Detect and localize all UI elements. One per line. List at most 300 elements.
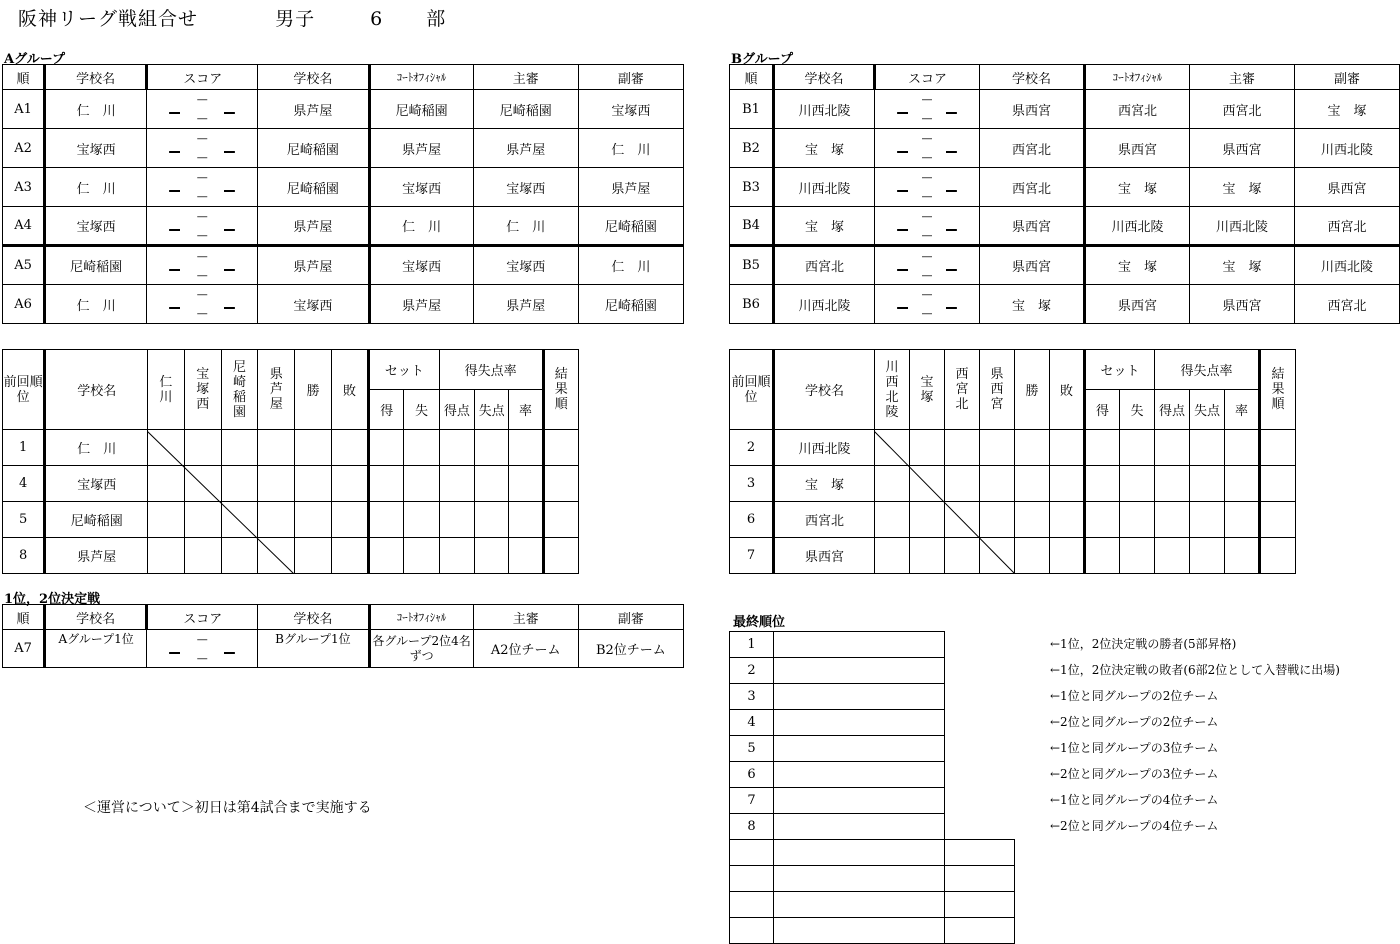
standings-cell bbox=[295, 502, 331, 538]
match-sub: 仁 川 bbox=[578, 246, 683, 285]
header-cell: ｺｰﾄｵﾌｨｼｬﾙ bbox=[1085, 65, 1190, 90]
standings-cell bbox=[1050, 466, 1085, 502]
final-match-table bbox=[2, 604, 684, 668]
rank-school bbox=[774, 814, 945, 840]
match-away: 県西宮 bbox=[980, 207, 1085, 246]
score-dash: — bbox=[196, 651, 208, 665]
standings-cell bbox=[475, 502, 509, 538]
points-for-header: 得点 bbox=[1155, 390, 1190, 430]
standings-cell bbox=[1155, 538, 1190, 574]
header-cell: 副審 bbox=[578, 65, 683, 90]
match-referee: 仁 川 bbox=[473, 207, 578, 246]
match-home: 宝 塚 bbox=[774, 129, 875, 168]
score-dash: — bbox=[921, 268, 933, 282]
standings-cell bbox=[184, 502, 221, 538]
rank-blank bbox=[945, 710, 1015, 736]
ranking-note: ←2位と同グループの3位チーム bbox=[1050, 767, 1219, 781]
standings-cell bbox=[331, 502, 368, 538]
set-loss-header: 失 bbox=[1120, 390, 1155, 430]
standings-cell bbox=[1260, 430, 1296, 466]
rank-school bbox=[774, 658, 945, 684]
points-against-header: 失点 bbox=[1190, 390, 1225, 430]
standings-cell bbox=[369, 538, 404, 574]
match-no: B2 bbox=[730, 129, 774, 168]
gender-text: 男子 bbox=[275, 8, 316, 30]
match-no: A2 bbox=[3, 129, 45, 168]
standings-cell bbox=[295, 466, 331, 502]
standings-cell bbox=[404, 430, 439, 466]
standings-cell bbox=[439, 502, 474, 538]
standings-cell bbox=[980, 538, 1015, 574]
match-home: 仁 川 bbox=[45, 90, 147, 129]
score-dash: — bbox=[196, 268, 208, 282]
final-label: 1位，2位決定戦 bbox=[4, 592, 101, 607]
match-no: B6 bbox=[730, 285, 774, 324]
match-referee: 宝 塚 bbox=[1190, 168, 1295, 207]
rank-school bbox=[774, 710, 945, 736]
standings-cell bbox=[1050, 430, 1085, 466]
standings-cell bbox=[1085, 466, 1120, 502]
match-no: A1 bbox=[3, 90, 45, 129]
standings-cell bbox=[404, 538, 439, 574]
standings-cell bbox=[221, 502, 257, 538]
standings-cell bbox=[1015, 502, 1050, 538]
group-a-match-table bbox=[2, 64, 684, 324]
score-cell bbox=[875, 207, 980, 246]
standings-cell bbox=[475, 430, 509, 466]
rank-number: 2 bbox=[730, 658, 774, 684]
standings-cell bbox=[258, 502, 295, 538]
match-court: 川西北陵 bbox=[1085, 207, 1190, 246]
rank-blank bbox=[945, 788, 1015, 814]
score-dash: — bbox=[196, 307, 208, 320]
match-away: 県芦屋 bbox=[258, 207, 369, 246]
standings-cell bbox=[1225, 466, 1260, 502]
standings-cell bbox=[221, 538, 257, 574]
set-win-header: 得 bbox=[369, 390, 404, 430]
score-dash: — bbox=[921, 132, 933, 145]
score-dash: — bbox=[921, 93, 933, 106]
prev-rank: 7 bbox=[730, 538, 774, 574]
header-cell: 学校名 bbox=[258, 605, 369, 630]
score-cell bbox=[147, 90, 258, 129]
group-b-label: Bグループ bbox=[731, 52, 793, 67]
score-cell bbox=[147, 168, 258, 207]
match-away: 県西宮 bbox=[980, 90, 1085, 129]
rank-extra bbox=[945, 892, 1015, 918]
rank-number: 6 bbox=[730, 762, 774, 788]
score-dash: — bbox=[196, 249, 208, 263]
match-referee: 西宮北 bbox=[1190, 90, 1295, 129]
match-referee: 県芦屋 bbox=[473, 129, 578, 168]
ranking-note: ←1位と同グループの3位チーム bbox=[1050, 741, 1219, 755]
score-dash: — bbox=[196, 112, 208, 125]
standings-cell bbox=[875, 466, 910, 502]
header-cell: 主審 bbox=[473, 605, 578, 630]
match-no: A7 bbox=[3, 630, 45, 668]
match-court: 県西宮 bbox=[1085, 129, 1190, 168]
match-no: B4 bbox=[730, 207, 774, 246]
rank-number: 1 bbox=[730, 632, 774, 658]
rank-blank bbox=[945, 736, 1015, 762]
rank-school bbox=[774, 684, 945, 710]
score-dash: — bbox=[196, 288, 208, 301]
match-away: Bグループ1位 bbox=[258, 630, 369, 668]
match-home: Aグループ1位 bbox=[45, 630, 147, 668]
standings-cell bbox=[1260, 502, 1296, 538]
header-cell: 順 bbox=[3, 605, 45, 630]
match-sub: 川西北陵 bbox=[1295, 246, 1400, 285]
standings-school: 尼崎稲園 bbox=[45, 502, 148, 538]
match-away: 県西宮 bbox=[980, 246, 1085, 285]
standings-cell bbox=[1190, 430, 1225, 466]
rank-extra bbox=[945, 866, 1015, 892]
match-court: 仁 川 bbox=[369, 207, 473, 246]
match-referee: 県西宮 bbox=[1190, 129, 1295, 168]
standings-cell bbox=[404, 502, 439, 538]
standings-cell bbox=[369, 430, 404, 466]
standings-cell bbox=[369, 502, 404, 538]
standings-cell bbox=[258, 466, 295, 502]
standings-cell bbox=[1225, 430, 1260, 466]
standings-cell bbox=[1190, 466, 1225, 502]
rank-blank bbox=[945, 762, 1015, 788]
rank-school bbox=[774, 840, 945, 866]
opponent-header: 宝塚西 bbox=[184, 350, 221, 430]
title-text: 阪神リーグ戦組合せ bbox=[18, 8, 199, 30]
score-dash: — bbox=[196, 632, 208, 646]
standings-cell bbox=[258, 430, 295, 466]
ranking-note: ←2位と同グループの2位チーム bbox=[1050, 715, 1219, 729]
rank-number: 7 bbox=[730, 788, 774, 814]
header-cell: ｺｰﾄｵﾌｨｼｬﾙ bbox=[369, 65, 473, 90]
rank-number bbox=[730, 918, 774, 944]
standings-cell bbox=[875, 538, 910, 574]
score-dash: — bbox=[921, 112, 933, 125]
group-a-standings-table bbox=[2, 349, 579, 574]
standings-cell bbox=[1015, 430, 1050, 466]
match-court: 県芦屋 bbox=[369, 129, 473, 168]
rank-blank bbox=[945, 632, 1015, 658]
match-away: 西宮北 bbox=[980, 129, 1085, 168]
standings-cell bbox=[1190, 502, 1225, 538]
standings-cell bbox=[1155, 466, 1190, 502]
standings-cell bbox=[543, 430, 578, 466]
standings-cell bbox=[1225, 538, 1260, 574]
division-suffix: 部 bbox=[426, 8, 447, 30]
match-referee: 宝塚西 bbox=[473, 246, 578, 285]
match-sub: 西宮北 bbox=[1295, 207, 1400, 246]
header-cell: 学校名 bbox=[258, 65, 369, 90]
score-cell bbox=[147, 207, 258, 246]
rank-number: 4 bbox=[730, 710, 774, 736]
standings-school: 川西北陵 bbox=[774, 430, 875, 466]
header-cell: 順 bbox=[730, 65, 774, 90]
rank-school bbox=[774, 866, 945, 892]
ratio-header: 得失点率 bbox=[439, 350, 543, 390]
win-header: 勝 bbox=[1015, 350, 1050, 430]
standings-cell bbox=[1085, 502, 1120, 538]
result-header: 結果順 bbox=[1260, 350, 1296, 430]
score-cell bbox=[875, 129, 980, 168]
opponent-header: 県西宮 bbox=[980, 350, 1015, 430]
match-sub: 県西宮 bbox=[1295, 168, 1400, 207]
standings-cell bbox=[148, 466, 184, 502]
score-cell bbox=[147, 129, 258, 168]
ranking-note: ←1位と同グループの4位チーム bbox=[1050, 793, 1219, 807]
standings-school: 仁 川 bbox=[45, 430, 148, 466]
match-sub: B2位チーム bbox=[578, 630, 683, 668]
score-dash: — bbox=[196, 151, 208, 164]
standings-cell bbox=[439, 538, 474, 574]
standings-cell bbox=[1120, 430, 1155, 466]
match-no: B3 bbox=[730, 168, 774, 207]
standings-cell bbox=[980, 502, 1015, 538]
standings-cell bbox=[1225, 502, 1260, 538]
set-header: セット bbox=[1085, 350, 1155, 390]
standings-cell bbox=[404, 466, 439, 502]
rank-number bbox=[730, 892, 774, 918]
standings-cell bbox=[1085, 430, 1120, 466]
standings-cell bbox=[543, 502, 578, 538]
header-cell: 学校名 bbox=[774, 65, 875, 90]
header-cell: 副審 bbox=[1295, 65, 1400, 90]
opponent-header: 尼崎稲園 bbox=[221, 350, 257, 430]
match-sub: 尼崎稲園 bbox=[578, 207, 683, 246]
set-header: セット bbox=[369, 350, 440, 390]
score-cell bbox=[875, 90, 980, 129]
rate-header: 率 bbox=[1225, 390, 1260, 430]
standings-cell bbox=[1050, 538, 1085, 574]
score-dash: — bbox=[921, 288, 933, 301]
standings-cell bbox=[331, 538, 368, 574]
school-header: 学校名 bbox=[774, 350, 875, 430]
standings-cell bbox=[980, 466, 1015, 502]
ratio-header: 得失点率 bbox=[1155, 350, 1260, 390]
standings-cell bbox=[543, 466, 578, 502]
match-home: 尼崎稲園 bbox=[45, 246, 147, 285]
match-court: 宝塚西 bbox=[369, 168, 473, 207]
standings-cell bbox=[910, 538, 945, 574]
rate-header: 率 bbox=[509, 390, 543, 430]
match-referee: 川西北陵 bbox=[1190, 207, 1295, 246]
ranking-note: ←1位と同グループの2位チーム bbox=[1050, 689, 1219, 703]
score-dash: — bbox=[196, 209, 208, 223]
standings-cell bbox=[875, 430, 910, 466]
standings-cell bbox=[509, 538, 543, 574]
rank-extra bbox=[945, 918, 1015, 944]
score-dash: — bbox=[196, 228, 208, 242]
match-home: 川西北陵 bbox=[774, 90, 875, 129]
standings-cell bbox=[369, 466, 404, 502]
match-home: 宝塚西 bbox=[45, 129, 147, 168]
score-dash: — bbox=[196, 171, 208, 184]
match-away: 尼崎稲園 bbox=[258, 168, 369, 207]
loss-header: 敗 bbox=[1050, 350, 1085, 430]
standings-cell bbox=[1015, 466, 1050, 502]
rank-school bbox=[774, 762, 945, 788]
match-home: 仁 川 bbox=[45, 285, 147, 324]
score-dash: — bbox=[921, 228, 933, 242]
standings-cell bbox=[980, 430, 1015, 466]
standings-cell bbox=[509, 430, 543, 466]
ranking-note: ←1位，2位決定戦の敗者(6部2位として入替戦に出場) bbox=[1050, 663, 1340, 677]
rank-school bbox=[774, 918, 945, 944]
match-no: A5 bbox=[3, 246, 45, 285]
rank-number bbox=[730, 866, 774, 892]
match-away: 県芦屋 bbox=[258, 90, 369, 129]
rank-blank bbox=[945, 814, 1015, 840]
header-cell: スコア bbox=[147, 605, 258, 630]
standings-cell bbox=[543, 538, 578, 574]
match-no: B5 bbox=[730, 246, 774, 285]
points-for-header: 得点 bbox=[439, 390, 474, 430]
standings-cell bbox=[1155, 430, 1190, 466]
match-referee: 尼崎稲園 bbox=[473, 90, 578, 129]
match-referee: A2位チーム bbox=[473, 630, 578, 668]
prev-rank: 6 bbox=[730, 502, 774, 538]
standings-cell bbox=[509, 466, 543, 502]
standings-cell bbox=[331, 466, 368, 502]
standings-cell bbox=[945, 502, 980, 538]
standings-cell bbox=[295, 430, 331, 466]
header-cell: 学校名 bbox=[45, 65, 147, 90]
school-header: 学校名 bbox=[45, 350, 148, 430]
standings-cell bbox=[1120, 538, 1155, 574]
score-cell bbox=[875, 285, 980, 324]
standings-cell bbox=[1120, 466, 1155, 502]
standings-cell bbox=[148, 538, 184, 574]
standings-cell bbox=[1155, 502, 1190, 538]
group-a-label: Aグループ bbox=[4, 52, 66, 67]
opponent-header: 仁川 bbox=[148, 350, 184, 430]
header-cell: スコア bbox=[875, 65, 980, 90]
standings-school: 宝 塚 bbox=[774, 466, 875, 502]
standings-school: 県芦屋 bbox=[45, 538, 148, 574]
match-court: 県芦屋 bbox=[369, 285, 473, 324]
standings-cell bbox=[1260, 538, 1296, 574]
match-sub: 川西北陵 bbox=[1295, 129, 1400, 168]
match-home: 宝 塚 bbox=[774, 207, 875, 246]
standings-cell bbox=[875, 502, 910, 538]
header-cell: ｺｰﾄｵﾌｨｼｬﾙ bbox=[369, 605, 473, 630]
ranking-notes bbox=[1050, 631, 1340, 839]
standings-cell bbox=[910, 466, 945, 502]
prev-rank: 2 bbox=[730, 430, 774, 466]
match-sub: 宝 塚 bbox=[1295, 90, 1400, 129]
rank-extra bbox=[945, 840, 1015, 866]
standings-cell bbox=[945, 538, 980, 574]
score-dash: — bbox=[921, 171, 933, 184]
match-court: 各グループ2位4名ずつ bbox=[369, 630, 473, 668]
match-sub: 尼崎稲園 bbox=[578, 285, 683, 324]
header-cell: 学校名 bbox=[45, 605, 147, 630]
score-cell bbox=[875, 168, 980, 207]
score-cell bbox=[875, 246, 980, 285]
operation-memo: ＜運営について＞初日は第4試合まで実施する bbox=[83, 800, 372, 816]
score-cell bbox=[147, 246, 258, 285]
header-cell: 主審 bbox=[1190, 65, 1295, 90]
page-title bbox=[18, 4, 446, 31]
match-home: 川西北陵 bbox=[774, 285, 875, 324]
rank-blank bbox=[945, 658, 1015, 684]
prev-rank-header: 前回順位 bbox=[730, 350, 774, 430]
division-number: 6 bbox=[370, 8, 384, 30]
ranking-note: ←1位，2位決定戦の勝者(5部昇格) bbox=[1050, 637, 1237, 651]
match-away: 宝 塚 bbox=[980, 285, 1085, 324]
score-dash: — bbox=[921, 151, 933, 164]
group-b-standings-table bbox=[729, 349, 1296, 574]
standings-cell bbox=[1015, 538, 1050, 574]
match-home: 仁 川 bbox=[45, 168, 147, 207]
standings-cell bbox=[1190, 538, 1225, 574]
standings-cell bbox=[1260, 466, 1296, 502]
match-no: B1 bbox=[730, 90, 774, 129]
standings-cell bbox=[475, 538, 509, 574]
header-cell: 副審 bbox=[578, 605, 683, 630]
points-against-header: 失点 bbox=[475, 390, 509, 430]
standings-cell bbox=[910, 430, 945, 466]
match-sub: 宝塚西 bbox=[578, 90, 683, 129]
standings-cell bbox=[148, 430, 184, 466]
match-referee: 県西宮 bbox=[1190, 285, 1295, 324]
standings-cell bbox=[509, 502, 543, 538]
loss-header: 敗 bbox=[331, 350, 368, 430]
ranking-table bbox=[729, 631, 1015, 944]
opponent-header: 西宮北 bbox=[945, 350, 980, 430]
match-no: A4 bbox=[3, 207, 45, 246]
standings-school: 西宮北 bbox=[774, 502, 875, 538]
rank-school bbox=[774, 632, 945, 658]
match-court: 宝塚西 bbox=[369, 246, 473, 285]
score-dash: — bbox=[921, 249, 933, 263]
ranking-label: 最終順位 bbox=[733, 615, 786, 630]
standings-cell bbox=[1050, 502, 1085, 538]
standings-cell bbox=[258, 538, 295, 574]
header-cell: 順 bbox=[3, 65, 45, 90]
rank-school bbox=[774, 788, 945, 814]
score-cell bbox=[147, 285, 258, 324]
match-away: 尼崎稲園 bbox=[258, 129, 369, 168]
standings-school: 県西宮 bbox=[774, 538, 875, 574]
rank-number bbox=[730, 840, 774, 866]
standings-cell bbox=[475, 466, 509, 502]
match-sub: 県芦屋 bbox=[578, 168, 683, 207]
prev-rank: 3 bbox=[730, 466, 774, 502]
match-referee: 宝 塚 bbox=[1190, 246, 1295, 285]
win-header: 勝 bbox=[295, 350, 331, 430]
score-dash: — bbox=[196, 132, 208, 145]
standings-cell bbox=[1120, 502, 1155, 538]
match-sub: 仁 川 bbox=[578, 129, 683, 168]
rank-number: 5 bbox=[730, 736, 774, 762]
prev-rank: 5 bbox=[3, 502, 45, 538]
standings-cell bbox=[945, 430, 980, 466]
rank-number: 3 bbox=[730, 684, 774, 710]
set-win-header: 得 bbox=[1085, 390, 1120, 430]
prev-rank-header: 前回順位 bbox=[3, 350, 45, 430]
score-dash: — bbox=[921, 190, 933, 203]
score-dash: — bbox=[196, 190, 208, 203]
standings-cell bbox=[439, 430, 474, 466]
opponent-header: 川西北陵 bbox=[875, 350, 910, 430]
standings-cell bbox=[439, 466, 474, 502]
prev-rank: 8 bbox=[3, 538, 45, 574]
rank-school bbox=[774, 736, 945, 762]
score-dash: — bbox=[196, 93, 208, 106]
standings-cell bbox=[221, 466, 257, 502]
opponent-header: 宝塚 bbox=[910, 350, 945, 430]
